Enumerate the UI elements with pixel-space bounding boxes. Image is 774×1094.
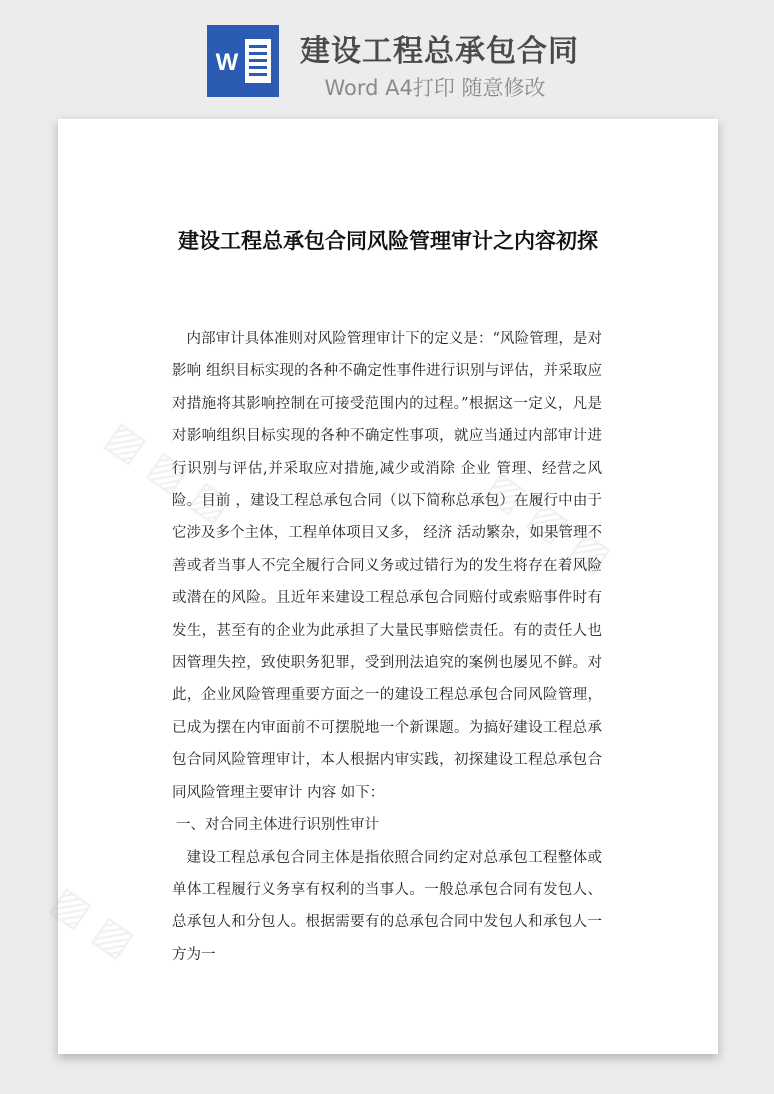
paragraph: 建设工程总承包合同主体是指依照合同约定对总承包工程整体或单体工程履行义务享有权利的当事人。一般总承包合同有发包人、总承包人和分包人。根据需要有的总承包合同中发包人和承包人一方为一	[172, 849, 602, 963]
paragraph: 内部审计具体准则对风险管理审计下的定义是：“风险管理，是对影响 组织目标实现的各种不确定性事件进行识别与评估，并采取应对措施将其影响控制在可接受范围内的过程。”根据这一定义，凡是对影响组织目标实现的各种不确定性事项，就应当通过内部审计进行识别与评估,并采取应对措施,减少或消除 企业 管理、经营之风险。目前 ，建设工程总承包合同（以下简称总承包）在履行中由于它涉及多个主体，工程单体项目又多， 经济 活动繁杂，如果管理不善或者当事人不完全履行合同义务或过错行为的发生将存在着风险或潜在的风险。且近年来建设工程总承包合同赔付或索赔事件时有发生，甚至有的企业为此承担了大量民事赔偿责任。有的责任人也因管理失控，致使职务犯罪，受到刑法追究的案例也屡见不鲜。对此，企业风险管理重要方面之一的建设工程总承包合同风险管理，已成为摆在内审面前不可摆脱地一个新课题。为搞好建设工程总承包合同风险管理审计，本人根据内审实践，初探建设工程总承包合同风险管理主要审计 内容 如下：	[172, 331, 602, 801]
word-icon-letter: W	[215, 49, 239, 76]
document-title: 建设工程总承包合同风险管理审计之内容初探	[178, 228, 598, 253]
watermark: ▨ ▨	[42, 877, 143, 967]
header-banner	[0, 0, 774, 118]
section-heading: 一、对合同主体进行识别性审计	[176, 817, 379, 834]
document-page	[42, 119, 718, 1054]
banner-subtitle: Word A4打印 随意修改	[324, 76, 546, 100]
document-body	[172, 323, 602, 971]
word-icon	[207, 25, 279, 97]
watermark: ▨ ▨ ▨	[477, 462, 620, 582]
banner-title: 建设工程总承包合同	[300, 34, 579, 69]
watermark: ▨ ▨ ▨	[97, 412, 240, 532]
